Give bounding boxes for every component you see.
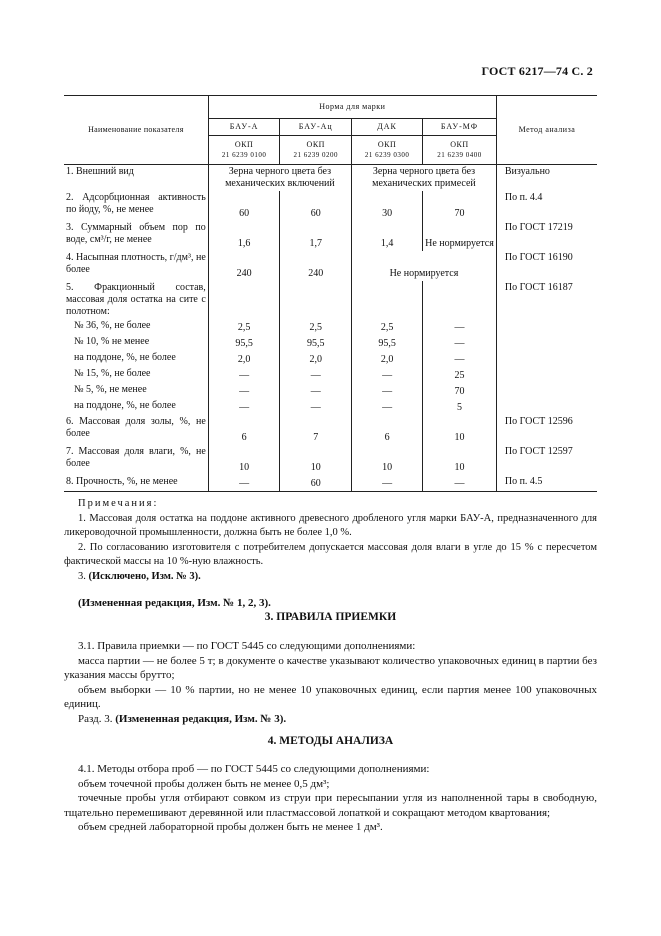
table-row: № 36, %, не более 2,5 2,5 2,5 —	[64, 319, 597, 335]
table-row: 1. Внешний вид Зерна черного цвета без механических включений Зерна черного цвета без механических примесей Визуально	[64, 165, 597, 192]
okp-bau-mf: ОКП 21 6239 0400	[423, 136, 497, 165]
table-row: на поддоне, %, не более — — — 5	[64, 399, 597, 415]
revision-note: (Измененная редакция, Изм. № 1, 2, 3).	[78, 597, 271, 609]
brand-bau-mf: БАУ-МФ	[423, 119, 497, 136]
section-3-title: 3. ПРАВИЛА ПРИЕМКИ	[264, 611, 397, 623]
table-row: 6. Массовая доля золы, %, не более 6 7 6 10 По ГОСТ 12596	[64, 415, 597, 445]
section-4-body: 4.1. Методы отбора проб — по ГОСТ 5445 со следующими дополнениями: объем точечной пробы должен быть не менее 0,5 дм³; точечные пробы угля отбирают совком из струи при пересыпании угля из наполненной тары в свободную, тщательно перемешивают деревянной или пластмассовой лопаткой и сокращают методом квартования; объем средней лабораторной пробы должен быть не менее 1 дм³.	[64, 763, 597, 833]
brand-bau-a: БАУ-А	[208, 119, 280, 136]
note-3: 3. (Исключено, Изм. № 3).	[78, 570, 201, 582]
brand-bau-ac: БАУ-Ац	[280, 119, 352, 136]
table-row: № 5, %, не менее — — — 70	[64, 383, 597, 399]
table-row: 8. Прочность, %, не менее — 60 — — По п. 4.5	[64, 475, 597, 491]
brand-dak: ДАК	[352, 119, 423, 136]
table-row: 4. Насыпная плотность, г/дм³, не более 240 240 Не нормируется По ГОСТ 16190	[64, 251, 597, 281]
col-name-header: Наименование показателя	[64, 96, 208, 165]
notes-title: Примечания:	[78, 498, 159, 509]
notes-block	[64, 497, 597, 611]
norm-header: Норма для марки	[208, 96, 496, 119]
okp-dak: ОКП 21 6239 0300	[352, 136, 423, 165]
okp-bau-a: ОКП 21 6239 0100	[208, 136, 280, 165]
note-2: 2. По согласованию изготовителя с потребителем допускается массовая доля влаги в угле до 15 % с пересчетом фактической массы на 10 %-ную влажность.	[64, 541, 597, 567]
page-header: ГОСТ 6217—74 С. 2	[481, 64, 593, 78]
note-1: 1. Массовая доля остатка на поддоне активного древесного дробленого угля марки БАУ-А, предназначенного для ликероводочной промышленности, должна быть не более 1,0 %.	[64, 512, 597, 538]
table-row: № 10, % не менее 95,5 95,5 95,5 —	[64, 335, 597, 351]
table-row: на поддоне, %, не более 2,0 2,0 2,0 —	[64, 351, 597, 367]
section-4-title: 4. МЕТОДЫ АНАЛИЗА	[267, 735, 394, 747]
table-row: 5. Фракционный состав, массовая доля остатка на сите с полотном: По ГОСТ 16187	[64, 281, 597, 319]
table-row: № 15, %, не более — — — 25	[64, 367, 597, 383]
table-row: 7. Массовая доля влаги, %, не более 10 10 10 10 По ГОСТ 12597	[64, 445, 597, 475]
okp-bau-ac: ОКП 21 6239 0200	[280, 136, 352, 165]
method-header: Метод анализа	[496, 96, 597, 165]
section-3-body: 3.1. Правила приемки — по ГОСТ 5445 со следующими дополнениями: масса партии — не более 5 т; в документе о качестве указывают количество упаковочных единиц в партии без указания массы брутто; объем выборки — 10 % партии, но не менее 10 упаковочных единиц, если партия менее 100 упаковочных единиц. Разд. 3. (Измененная редакция, Изм. № 3).	[64, 640, 597, 725]
spec-table	[64, 95, 597, 492]
table-row: 3. Суммарный объем пор по воде, см³/г, не менее 1,6 1,7 1,4 Не нормируется По ГОСТ 17219	[64, 221, 597, 251]
table-row: 2. Адсорбционная активность по йоду, %, не менее 60 60 30 70 По п. 4.4	[64, 191, 597, 221]
